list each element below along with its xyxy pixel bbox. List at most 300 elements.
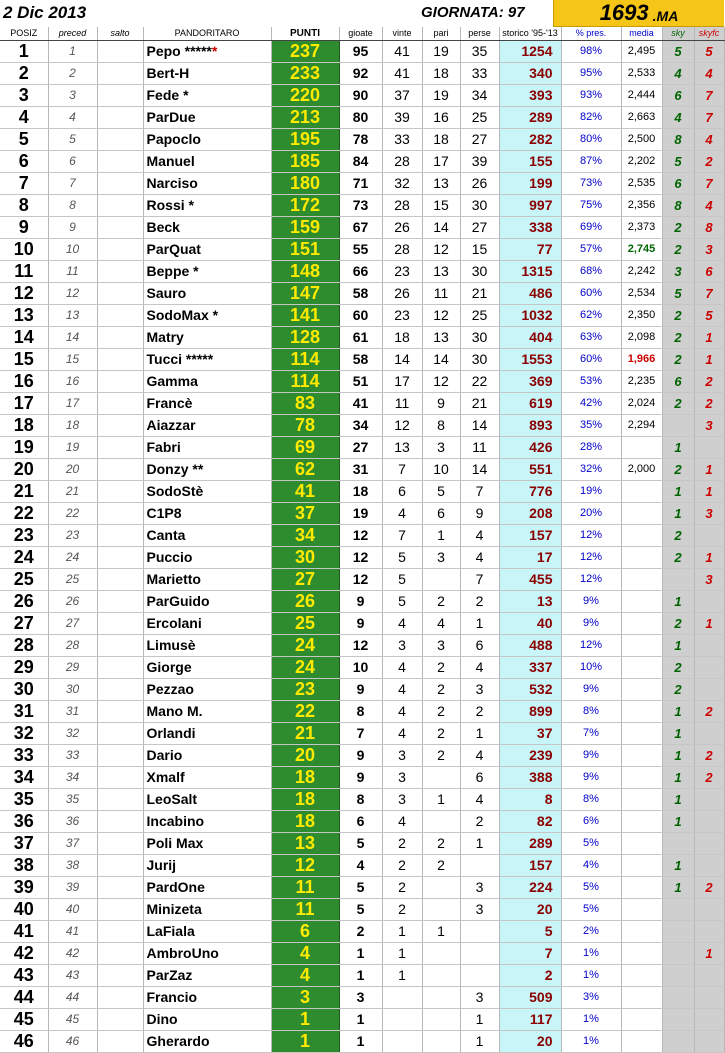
cell-perse: 2 xyxy=(460,700,499,722)
cell-sky: 1 xyxy=(662,480,694,502)
cell-vinte: 39 xyxy=(382,106,422,128)
cell-storico: 509 xyxy=(499,986,561,1008)
cell-media: 2,024 xyxy=(621,392,662,414)
cell-vinte: 4 xyxy=(382,810,422,832)
cell-punti: 41 xyxy=(271,480,339,502)
cell-sky xyxy=(662,568,694,590)
cell-salto xyxy=(97,524,143,546)
cell-pari: 6 xyxy=(422,502,460,524)
cell-vinte: 4 xyxy=(382,502,422,524)
cell-sky: 1 xyxy=(662,766,694,788)
cell-perse: 30 xyxy=(460,348,499,370)
cell-salto xyxy=(97,436,143,458)
cell-pari: 3 xyxy=(422,436,460,458)
cell-perse: 9 xyxy=(460,502,499,524)
name-text: Gamma xyxy=(146,373,198,389)
cell-giocate: 9 xyxy=(339,612,382,634)
cell-storico: 1553 xyxy=(499,348,561,370)
cell-vinte: 4 xyxy=(382,722,422,744)
cell-presenze: 63% xyxy=(561,326,621,348)
cell-skyfc: 1 xyxy=(694,458,724,480)
cell-position: 33 xyxy=(0,744,48,766)
cell-media xyxy=(621,744,662,766)
cell-player-name xyxy=(143,370,271,392)
cell-player-name xyxy=(143,678,271,700)
cell-giocate: 58 xyxy=(339,348,382,370)
cell-storico: 20 xyxy=(499,1030,561,1052)
cell-salto xyxy=(97,150,143,172)
table-row xyxy=(0,128,724,150)
cell-player-name xyxy=(143,546,271,568)
cell-giocate: 9 xyxy=(339,678,382,700)
cell-punti: 4 xyxy=(271,964,339,986)
cell-salto xyxy=(97,458,143,480)
cell-storico: 1315 xyxy=(499,260,561,282)
cell-giocate: 2 xyxy=(339,920,382,942)
cell-pari: 19 xyxy=(422,40,460,62)
cell-position: 40 xyxy=(0,898,48,920)
cell-media xyxy=(621,920,662,942)
cell-vinte: 2 xyxy=(382,876,422,898)
col-sky: sky xyxy=(662,27,694,40)
cell-player-name xyxy=(143,876,271,898)
cell-presenze: 9% xyxy=(561,612,621,634)
cell-media xyxy=(621,678,662,700)
cell-pari: 12 xyxy=(422,370,460,392)
cell-player-name xyxy=(143,700,271,722)
cell-media: 2,373 xyxy=(621,216,662,238)
cell-storico: 157 xyxy=(499,524,561,546)
cell-media xyxy=(621,986,662,1008)
cell-sky xyxy=(662,832,694,854)
cell-perse: 1 xyxy=(460,1008,499,1030)
cell-media xyxy=(621,942,662,964)
cell-vinte: 3 xyxy=(382,744,422,766)
cell-skyfc: 4 xyxy=(694,128,724,150)
cell-perse: 35 xyxy=(460,40,499,62)
name-red-star: * xyxy=(211,43,218,59)
cell-perse: 33 xyxy=(460,62,499,84)
col-pres: % pres. xyxy=(561,27,621,40)
cell-salto xyxy=(97,678,143,700)
cell-sky: 1 xyxy=(662,590,694,612)
cell-storico: 369 xyxy=(499,370,561,392)
cell-pari: 5 xyxy=(422,480,460,502)
cell-perse: 3 xyxy=(460,876,499,898)
cell-preced: 24 xyxy=(48,546,97,568)
cell-giocate: 92 xyxy=(339,62,382,84)
cell-punti: 30 xyxy=(271,546,339,568)
table-row xyxy=(0,502,724,524)
cell-pari: 18 xyxy=(422,62,460,84)
cell-pari xyxy=(422,568,460,590)
cell-preced: 1 xyxy=(48,40,97,62)
cell-giocate: 9 xyxy=(339,766,382,788)
col-posiz: POSIZ xyxy=(0,27,48,40)
cell-player-name xyxy=(143,810,271,832)
table-row xyxy=(0,876,724,898)
cell-preced: 41 xyxy=(48,920,97,942)
cell-giocate: 12 xyxy=(339,568,382,590)
cell-presenze: 12% xyxy=(561,568,621,590)
cell-media xyxy=(621,766,662,788)
cell-position: 16 xyxy=(0,370,48,392)
cell-giocate: 7 xyxy=(339,722,382,744)
cell-giocate: 84 xyxy=(339,150,382,172)
cell-presenze: 60% xyxy=(561,348,621,370)
table-row xyxy=(0,744,724,766)
cell-pari: 2 xyxy=(422,590,460,612)
cell-salto xyxy=(97,766,143,788)
cell-skyfc: 6 xyxy=(694,260,724,282)
cell-punti: 114 xyxy=(271,348,339,370)
cell-media xyxy=(621,634,662,656)
cell-preced: 12 xyxy=(48,282,97,304)
cell-position: 35 xyxy=(0,788,48,810)
cell-media xyxy=(621,502,662,524)
cell-giocate: 5 xyxy=(339,832,382,854)
cell-presenze: 57% xyxy=(561,238,621,260)
cell-player-name xyxy=(143,590,271,612)
cell-presenze: 60% xyxy=(561,282,621,304)
name-text: Minizeta xyxy=(146,901,202,917)
cell-punti: 69 xyxy=(271,436,339,458)
cell-giocate: 90 xyxy=(339,84,382,106)
cell-sky: 1 xyxy=(662,744,694,766)
cell-storico: 488 xyxy=(499,634,561,656)
cell-vinte: 18 xyxy=(382,326,422,348)
cell-position: 36 xyxy=(0,810,48,832)
cell-giocate: 19 xyxy=(339,502,382,524)
cell-presenze: 80% xyxy=(561,128,621,150)
cell-pari xyxy=(422,1008,460,1030)
cell-sky: 1 xyxy=(662,876,694,898)
cell-punti: 23 xyxy=(271,678,339,700)
cell-player-name xyxy=(143,1008,271,1030)
cell-storico: 338 xyxy=(499,216,561,238)
cell-preced: 35 xyxy=(48,788,97,810)
cell-salto xyxy=(97,832,143,854)
cell-player-name xyxy=(143,502,271,524)
cell-player-name xyxy=(143,62,271,84)
cell-presenze: 95% xyxy=(561,62,621,84)
cell-giocate: 41 xyxy=(339,392,382,414)
cell-salto xyxy=(97,612,143,634)
cell-salto xyxy=(97,40,143,62)
cell-skyfc: 2 xyxy=(694,392,724,414)
cell-presenze: 20% xyxy=(561,502,621,524)
col-perse: perse xyxy=(460,27,499,40)
cell-salto xyxy=(97,260,143,282)
cell-punti: 233 xyxy=(271,62,339,84)
name-text: Tucci ***** xyxy=(146,351,214,367)
cell-vinte xyxy=(382,1030,422,1052)
table-row xyxy=(0,656,724,678)
cell-pari: 3 xyxy=(422,634,460,656)
cell-presenze: 8% xyxy=(561,700,621,722)
cell-position: 38 xyxy=(0,854,48,876)
header-row xyxy=(0,27,724,40)
cell-skyfc xyxy=(694,524,724,546)
cell-sky xyxy=(662,1030,694,1052)
cell-media xyxy=(621,612,662,634)
cell-salto xyxy=(97,568,143,590)
cell-punti: 12 xyxy=(271,854,339,876)
table-row xyxy=(0,898,724,920)
cell-giocate: 58 xyxy=(339,282,382,304)
table-row xyxy=(0,326,724,348)
table-row xyxy=(0,260,724,282)
cell-player-name xyxy=(143,920,271,942)
cell-perse xyxy=(460,854,499,876)
cell-sky: 1 xyxy=(662,788,694,810)
cell-skyfc: 1 xyxy=(694,612,724,634)
cell-preced: 29 xyxy=(48,656,97,678)
cell-media: 2,294 xyxy=(621,414,662,436)
cell-player-name xyxy=(143,436,271,458)
table-row xyxy=(0,436,724,458)
cell-skyfc xyxy=(694,436,724,458)
cell-preced: 7 xyxy=(48,172,97,194)
table-row xyxy=(0,216,724,238)
cell-player-name xyxy=(143,304,271,326)
table-row xyxy=(0,194,724,216)
cell-perse: 3 xyxy=(460,986,499,1008)
cell-skyfc xyxy=(694,722,724,744)
name-text: LaFiala xyxy=(146,923,195,939)
cell-salto xyxy=(97,546,143,568)
cell-giocate: 8 xyxy=(339,700,382,722)
cell-perse: 30 xyxy=(460,194,499,216)
cell-skyfc xyxy=(694,810,724,832)
cell-position: 23 xyxy=(0,524,48,546)
name-text: Xmalf xyxy=(146,769,185,785)
cell-giocate: 1 xyxy=(339,964,382,986)
cell-presenze: 87% xyxy=(561,150,621,172)
cell-player-name xyxy=(143,766,271,788)
cell-media: 2,350 xyxy=(621,304,662,326)
cell-media: 2,202 xyxy=(621,150,662,172)
cell-salto xyxy=(97,788,143,810)
cell-position: 27 xyxy=(0,612,48,634)
cell-giocate: 78 xyxy=(339,128,382,150)
cell-player-name xyxy=(143,172,271,194)
name-text: LeoSalt xyxy=(146,791,198,807)
cell-storico: 455 xyxy=(499,568,561,590)
cell-giocate: 34 xyxy=(339,414,382,436)
cell-punti: 24 xyxy=(271,656,339,678)
cell-sky: 2 xyxy=(662,656,694,678)
cell-media xyxy=(621,1030,662,1052)
cell-storico: 426 xyxy=(499,436,561,458)
name-text: Pepo xyxy=(146,43,185,59)
name-text: Ercolani xyxy=(146,615,202,631)
cell-salto xyxy=(97,392,143,414)
cell-pari: 13 xyxy=(422,172,460,194)
cell-skyfc xyxy=(694,964,724,986)
cell-salto xyxy=(97,1008,143,1030)
cell-vinte: 7 xyxy=(382,458,422,480)
cell-punti: 1 xyxy=(271,1008,339,1030)
cell-media: 2,535 xyxy=(621,172,662,194)
cell-pari: 1 xyxy=(422,920,460,942)
name-text: Marietto xyxy=(146,571,201,587)
cell-player-name xyxy=(143,854,271,876)
cell-vinte: 5 xyxy=(382,590,422,612)
cell-player-name xyxy=(143,216,271,238)
cell-skyfc: 8 xyxy=(694,216,724,238)
cell-skyfc: 1 xyxy=(694,348,724,370)
cell-storico: 37 xyxy=(499,722,561,744)
cell-vinte: 37 xyxy=(382,84,422,106)
cell-giocate: 66 xyxy=(339,260,382,282)
cell-vinte: 4 xyxy=(382,612,422,634)
cell-player-name xyxy=(143,84,271,106)
cell-media xyxy=(621,1008,662,1030)
cell-punti: 11 xyxy=(271,876,339,898)
cell-storico: 776 xyxy=(499,480,561,502)
cell-pari: 2 xyxy=(422,700,460,722)
cell-salto xyxy=(97,172,143,194)
name-text: Dario xyxy=(146,747,183,763)
cell-preced: 32 xyxy=(48,722,97,744)
cell-position: 6 xyxy=(0,150,48,172)
cell-player-name xyxy=(143,150,271,172)
cell-punti: 34 xyxy=(271,524,339,546)
cell-vinte: 23 xyxy=(382,304,422,326)
cell-perse: 4 xyxy=(460,546,499,568)
cell-salto xyxy=(97,810,143,832)
cell-skyfc: 4 xyxy=(694,62,724,84)
cell-perse: 1 xyxy=(460,612,499,634)
cell-media xyxy=(621,524,662,546)
cell-salto xyxy=(97,590,143,612)
col-name: PANDORITARO xyxy=(143,27,271,40)
cell-position: 42 xyxy=(0,942,48,964)
cell-sky: 5 xyxy=(662,150,694,172)
cell-pari xyxy=(422,986,460,1008)
cell-perse: 26 xyxy=(460,172,499,194)
cell-perse: 27 xyxy=(460,128,499,150)
cell-storico: 40 xyxy=(499,612,561,634)
cell-storico: 17 xyxy=(499,546,561,568)
cell-storico: 532 xyxy=(499,678,561,700)
cell-punti: 159 xyxy=(271,216,339,238)
name-text: Manuel xyxy=(146,153,195,169)
cell-sky: 1 xyxy=(662,634,694,656)
name-text: Jurij xyxy=(146,857,177,873)
cell-perse: 39 xyxy=(460,150,499,172)
cell-skyfc: 7 xyxy=(694,84,724,106)
cell-perse: 3 xyxy=(460,898,499,920)
cell-pari: 8 xyxy=(422,414,460,436)
cell-punti: 62 xyxy=(271,458,339,480)
cell-vinte: 11 xyxy=(382,392,422,414)
cell-perse: 14 xyxy=(460,458,499,480)
cell-salto xyxy=(97,370,143,392)
name-text: Sauro xyxy=(146,285,187,301)
cell-player-name xyxy=(143,964,271,986)
cell-vinte: 12 xyxy=(382,414,422,436)
table-row xyxy=(0,1030,724,1052)
cell-perse: 4 xyxy=(460,788,499,810)
cell-storico: 393 xyxy=(499,84,561,106)
cell-position: 37 xyxy=(0,832,48,854)
cell-pari xyxy=(422,898,460,920)
cell-pari: 2 xyxy=(422,832,460,854)
cell-media xyxy=(621,810,662,832)
cell-storico: 289 xyxy=(499,106,561,128)
cell-sky: 5 xyxy=(662,40,694,62)
cell-media xyxy=(621,898,662,920)
cell-storico: 899 xyxy=(499,700,561,722)
cell-sky: 5 xyxy=(662,282,694,304)
cell-storico: 619 xyxy=(499,392,561,414)
cell-punti: 11 xyxy=(271,898,339,920)
cell-storico: 239 xyxy=(499,744,561,766)
cell-pari: 11 xyxy=(422,282,460,304)
cell-punti: 172 xyxy=(271,194,339,216)
name-text: ParZaz xyxy=(146,967,193,983)
cell-player-name xyxy=(143,986,271,1008)
cell-position: 32 xyxy=(0,722,48,744)
table-row xyxy=(0,546,724,568)
cell-pari: 1 xyxy=(422,524,460,546)
cell-vinte: 2 xyxy=(382,898,422,920)
cell-skyfc: 2 xyxy=(694,744,724,766)
name-text: Fede * xyxy=(146,87,189,103)
cell-skyfc xyxy=(694,986,724,1008)
cell-presenze: 9% xyxy=(561,590,621,612)
cell-presenze: 98% xyxy=(561,40,621,62)
cell-player-name xyxy=(143,326,271,348)
cell-pari: 12 xyxy=(422,238,460,260)
cell-presenze: 62% xyxy=(561,304,621,326)
cell-perse: 6 xyxy=(460,634,499,656)
cell-preced: 9 xyxy=(48,216,97,238)
cell-sky: 6 xyxy=(662,172,694,194)
table-row xyxy=(0,986,724,1008)
cell-preced: 36 xyxy=(48,810,97,832)
cell-storico: 340 xyxy=(499,62,561,84)
name-text: Pezzao xyxy=(146,681,194,697)
cell-sky: 2 xyxy=(662,458,694,480)
cell-pari: 10 xyxy=(422,458,460,480)
cell-salto xyxy=(97,326,143,348)
cell-player-name xyxy=(143,238,271,260)
table-row xyxy=(0,84,724,106)
cell-preced: 40 xyxy=(48,898,97,920)
cell-player-name xyxy=(143,722,271,744)
cell-position: 3 xyxy=(0,84,48,106)
cell-vinte xyxy=(382,1008,422,1030)
cell-pari: 4 xyxy=(422,612,460,634)
cell-player-name xyxy=(143,612,271,634)
table-row xyxy=(0,458,724,480)
cell-storico: 5 xyxy=(499,920,561,942)
cell-giocate: 3 xyxy=(339,986,382,1008)
col-pari: pari xyxy=(422,27,460,40)
cell-media xyxy=(621,656,662,678)
cell-presenze: 5% xyxy=(561,876,621,898)
cell-vinte: 5 xyxy=(382,546,422,568)
cell-presenze: 68% xyxy=(561,260,621,282)
cell-skyfc: 1 xyxy=(694,546,724,568)
cell-presenze: 35% xyxy=(561,414,621,436)
cell-giocate: 95 xyxy=(339,40,382,62)
cell-position: 29 xyxy=(0,656,48,678)
cell-player-name xyxy=(143,898,271,920)
